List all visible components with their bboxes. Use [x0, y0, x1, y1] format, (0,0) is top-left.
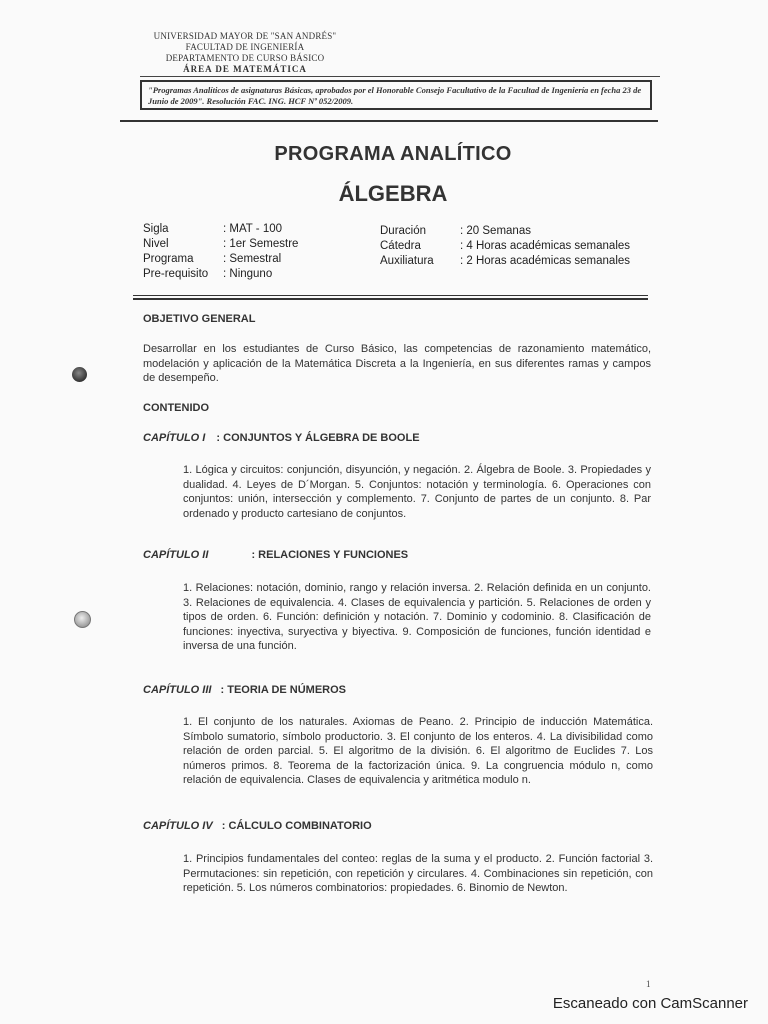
department-name: DEPARTAMENTO DE CURSO BÁSICO — [165, 53, 325, 63]
chapter-4-text: 1. Principios fundamentales del conteo: reglas de la suma y el producto. 2. Función factorial 3. Permutaciones: sin repetición, con repetición y circulares. 4. Combinaciones sin repetición, con repetición. 5. Los números combinatorios: propiedades. 6. Binomio de Newton. — [183, 853, 653, 894]
resolution-box: "Programas Analíticos de asignaturas Básicas, aprobados por el Honorable Consejo Facultativo de la Facultad de Ingeniería en fecha 23 de Junio de 2009". Resolución FAC. ING. HCF Nº 052/2009. — [140, 80, 652, 110]
content-heading: CONTENIDO — [143, 402, 209, 414]
header-divider — [140, 76, 660, 77]
scanner-watermark: Escaneado con CamScanner — [552, 995, 748, 1012]
info-key: Sigla — [143, 223, 169, 235]
course-info-left — [143, 222, 298, 282]
chapter-label: CAPÍTULO I — [143, 432, 206, 444]
chapter-title: : RELACIONES Y FUNCIONES — [251, 549, 409, 561]
info-value: : Semestral — [223, 253, 282, 265]
chapter-title: : CONJUNTOS Y ÁLGEBRA DE BOOLE — [216, 432, 420, 444]
institution-header — [140, 31, 350, 75]
chapter-title: : CÁLCULO COMBINATORIO — [221, 820, 372, 832]
info-value: : MAT - 100 — [223, 223, 283, 235]
chapter-label: CAPÍTULO III — [143, 684, 212, 696]
page-number: 1 — [646, 979, 651, 989]
info-row-programa — [143, 252, 298, 267]
info-key: Pre-requisito — [143, 268, 209, 280]
info-key: Auxiliatura — [380, 255, 434, 267]
punch-hole — [74, 611, 91, 628]
faculty-name: FACULTAD DE INGENIERÍA — [185, 42, 305, 52]
chapter-1-heading — [143, 432, 420, 444]
info-key: Duración — [380, 225, 427, 237]
chapter-3-text: 1. El conjunto de los naturales. Axiomas de Peano. 2. Principio de inducción Matemática. Símbolo sumatorio, símbolo productorio. 3. El conjunto de los enteros. 4. La divisibilidad como relación de orden parcial. 5. El algoritmo de la división. 6. El algoritmo de Euclides 7. Los números primos. 8. Teorema de la factorización única. 9. La congruencia módulo n, como relación de equivalencia. Clases de equivalencia y aritmética modulo n. — [183, 716, 653, 786]
info-key: Nivel — [143, 238, 169, 250]
info-value: : 20 Semanas — [460, 225, 531, 237]
info-value: : 1er Semestre — [223, 238, 299, 250]
area-name: ÁREA DE MATEMÁTICA — [183, 64, 307, 74]
info-row-duracion — [380, 224, 630, 239]
punch-hole — [72, 367, 87, 382]
chapter-label: CAPÍTULO IV — [143, 820, 213, 832]
info-value: : Ninguno — [223, 268, 273, 280]
info-row-auxiliatura — [380, 254, 630, 269]
info-divider-thin — [133, 295, 648, 296]
chapter-2-heading — [143, 549, 408, 561]
info-value: : 4 Horas académicas semanales — [460, 240, 631, 252]
chapter-4-heading — [143, 820, 372, 832]
chapter-2-text: 1. Relaciones: notación, dominio, rango y relación inversa. 2. Relación definida en un conjunto. 3. Relaciones de equivalencia. 4. Clases de equivalencia y partición. 5. Relaciones de orden y tipos de orden. 6. Función: definición y notación. 7. Dominio y codominio. 8. Clasificación de funciones: inyectiva, suryectiva y biyectiva. 9. Composición de funciones, función identidad e inversa de una función. — [183, 582, 651, 652]
chapter-label: CAPÍTULO II — [143, 549, 209, 561]
subject-title: ÁLGEBRA — [338, 181, 448, 206]
document-title: PROGRAMA ANALÍTICO — [274, 143, 512, 165]
chapter-1-text: 1. Lógica y circuitos: conjunción, disyunción, y negación. 2. Álgebra de Boole. 3. Propiedades y dualidad. 4. Leyes de D´Morgan. 5. Conjuntos: notación y terminología. 6. Operaciones con conjuntos: unión, intersección y complemento. 7. Conjunto de partes de un conjunto. 8. Par ordenado y producto cartesiano de conjuntos. — [183, 464, 651, 520]
info-key: Programa — [143, 253, 194, 265]
info-key: Cátedra — [380, 240, 421, 252]
chapter-title: : TEORIA DE NÚMEROS — [220, 684, 347, 696]
course-info-right — [380, 224, 630, 269]
info-row-nivel — [143, 237, 298, 252]
info-value: : 2 Horas académicas semanales — [460, 255, 631, 267]
objective-text: Desarrollar en los estudiantes de Curso Básico, las competencias de razonamiento matemático, modelación y aplicación de la Matemática Discreta a la Ingeniería, en sus diferentes ramas y campos de desempeño. — [143, 343, 651, 384]
resolution-divider — [120, 120, 658, 122]
info-row-sigla — [143, 222, 298, 237]
objective-heading: OBJETIVO GENERAL — [143, 313, 256, 325]
chapter-3-heading — [143, 684, 346, 696]
info-row-catedra — [380, 239, 630, 254]
info-divider-thick — [133, 298, 648, 300]
info-row-prerequisito — [143, 267, 298, 282]
university-name: UNIVERSIDAD MAYOR DE "SAN ANDRÉS" — [153, 31, 337, 41]
